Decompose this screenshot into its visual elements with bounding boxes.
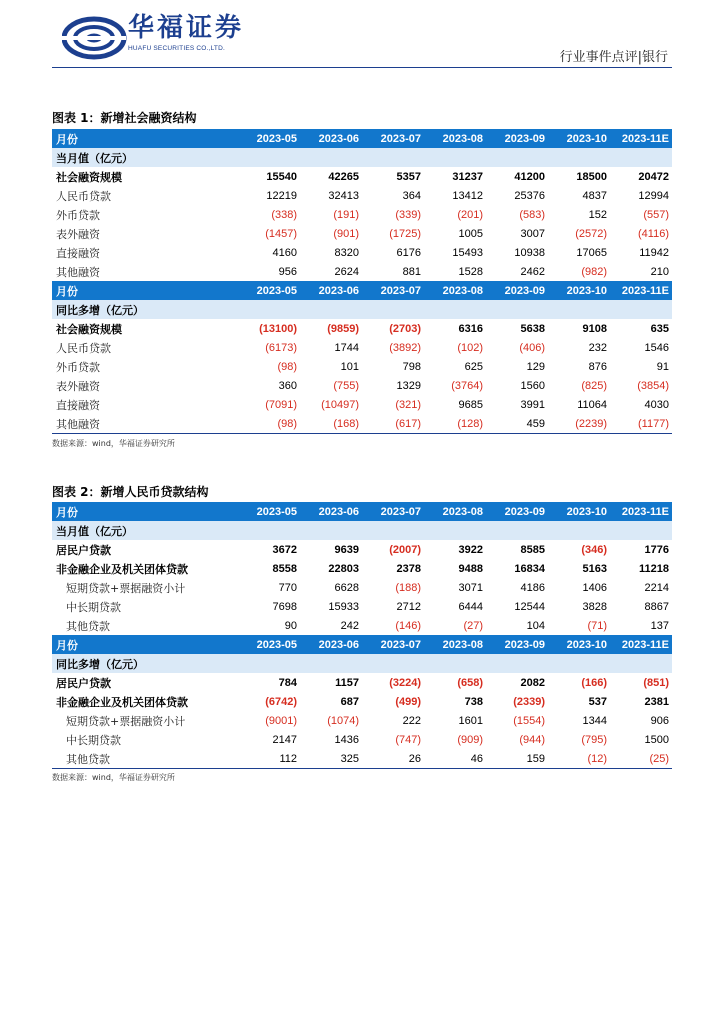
table-cell: 8558 [272,562,297,575]
month-header: 2023-09 [486,502,548,521]
table-cell: 2082 [520,676,545,689]
row-label: 表外融资 [56,227,100,241]
row-label: 居民户贷款 [56,543,111,557]
month-header: 2023-10 [548,635,610,654]
month-header-label: 月份 [52,281,238,300]
table-cell: 906 [650,714,669,727]
table-cell: 1546 [644,341,669,354]
table-cell: 1560 [520,379,545,392]
row-label: 社会融资规模 [56,322,122,336]
brand-name: 华福证券 [128,13,245,43]
table-cell: (617) [362,414,424,434]
table-cell: (3854) [637,379,669,392]
table-row [52,414,672,434]
table-cell: 20472 [638,170,669,183]
month-header: 2023-11E [610,281,672,300]
table-cell: 8585 [520,543,545,556]
table-cell: (1725) [389,227,421,240]
table-row [52,205,672,224]
table-cell: 1406 [582,581,607,594]
table-cell: (25) [610,749,672,769]
month-header: 2023-11E [610,635,672,654]
table-row [52,692,672,711]
row-label: 直接融资 [56,246,100,260]
table-cell: (10497) [321,398,359,411]
table-row [52,597,672,616]
table-cell: 13412 [452,189,483,202]
report-category: 行业事件点评|银行 [559,50,668,65]
table-cell: 2147 [272,733,297,746]
table-cell: 9685 [458,398,483,411]
table-cell: 46 [424,749,486,769]
table-cell: 9488 [458,562,483,575]
social-financing-table [52,129,672,434]
table2-source: 数据来源：wind，华福证券研究所 [52,773,175,782]
table-cell: 2378 [396,562,421,575]
table-row [52,319,672,338]
table-row [52,749,672,769]
table-cell: 881 [402,265,421,278]
table-cell: (6742) [265,695,297,708]
table-cell: (2572) [575,227,607,240]
table-cell: 2712 [396,600,421,613]
table-cell: 738 [464,695,483,708]
month-header: 2023-08 [424,281,486,300]
table-cell: (128) [424,414,486,434]
table-cell: 26 [362,749,424,769]
table-cell: 1776 [644,543,669,556]
table-cell: 137 [650,619,669,632]
table-cell: 9108 [582,322,607,335]
table-cell: 2381 [644,695,669,708]
month-header: 2023-10 [548,281,610,300]
table-cell: (9001) [265,714,297,727]
section-row [52,521,672,540]
table-cell: 101 [340,360,359,373]
table-cell: (909) [457,733,483,746]
month-header-label: 月份 [52,129,238,148]
table-cell: 1436 [334,733,359,746]
table1-source: 数据来源：wind，华福证券研究所 [52,439,175,448]
month-header: 2023-07 [362,129,424,148]
table-cell: (191) [333,208,359,221]
table-cell: 6628 [334,581,359,594]
table-cell: (851) [643,676,669,689]
table-cell: 5638 [520,322,545,335]
table-cell: (346) [581,543,607,556]
table-cell: 232 [588,341,607,354]
row-label: 其他贷款 [52,749,238,769]
table-cell: (499) [395,695,421,708]
table-cell: 2462 [520,265,545,278]
table-cell: 9639 [334,543,359,556]
section-title: 同比多增（亿元） [52,654,672,673]
table-cell: (825) [581,379,607,392]
row-label: 人民币贷款 [56,189,111,203]
row-label: 其他贷款 [66,619,110,633]
table-cell: 1601 [458,714,483,727]
month-header: 2023-05 [238,281,300,300]
table-cell: (188) [395,581,421,594]
table-cell: 537 [588,695,607,708]
table-cell: 12219 [266,189,297,202]
table-cell: 1744 [334,341,359,354]
row-label: 其他融资 [56,265,100,279]
table-cell: 1500 [644,733,669,746]
table-cell: 16834 [514,562,545,575]
month-header: 2023-09 [486,281,548,300]
month-header: 2023-07 [362,502,424,521]
table-cell: 6316 [458,322,483,335]
row-label: 中长期贷款 [66,733,121,747]
table-cell: 956 [278,265,297,278]
month-header: 2023-08 [424,129,486,148]
table-cell: (982) [581,265,607,278]
table-row [52,616,672,635]
month-header: 2023-07 [362,635,424,654]
table-cell: (406) [519,341,545,354]
table-row [52,673,672,692]
table-cell: 876 [588,360,607,373]
month-header: 2023-07 [362,281,424,300]
table-cell: (2239) [548,414,610,434]
month-header: 2023-09 [486,129,548,148]
row-label: 社会融资规模 [56,170,122,184]
table-cell: 364 [402,189,421,202]
table-cell: 4186 [520,581,545,594]
section-row [52,300,672,319]
month-header: 2023-06 [300,129,362,148]
table-cell: 3071 [458,581,483,594]
row-label: 外币贷款 [56,208,100,222]
table-cell: (3892) [389,341,421,354]
table-cell: 5163 [582,562,607,575]
table-row [52,578,672,597]
table-cell: 1344 [582,714,607,727]
table2-title: 图表 2：新增人民币贷款结构 [52,485,209,499]
table-cell: 104 [526,619,545,632]
table-cell: 129 [526,360,545,373]
table-cell: (339) [395,208,421,221]
row-label: 外币贷款 [56,360,100,374]
table-cell: (6173) [265,341,297,354]
table-cell: (583) [519,208,545,221]
table-cell: (98) [238,414,300,434]
row-label: 中长期贷款 [66,600,121,614]
table-cell: 11064 [577,398,607,411]
month-header: 2023-06 [300,635,362,654]
table-cell: 770 [278,581,297,594]
table-cell: (1554) [513,714,545,727]
table-cell: (98) [277,360,297,373]
month-header: 2023-06 [300,502,362,521]
table-cell: 210 [650,265,669,278]
table-cell: 6176 [396,246,421,259]
table-cell: (795) [581,733,607,746]
table-cell: (901) [333,227,359,240]
table-cell: 25376 [514,189,545,202]
table-cell: (7091) [265,398,297,411]
section-title: 当月值（亿元） [52,148,672,167]
table-row [52,262,672,281]
table-cell: (71) [587,619,607,632]
table-cell: 22803 [328,562,359,575]
table-cell: (13100) [259,322,297,335]
month-header: 2023-06 [300,281,362,300]
table-cell: 3922 [458,543,483,556]
table-row [52,338,672,357]
table-cell: 1005 [458,227,483,240]
table-cell: 4837 [582,189,607,202]
table1-title: 图表 1：新增社会融资结构 [52,111,197,125]
table-cell: 17065 [576,246,607,259]
table-cell: (944) [519,733,545,746]
table-cell: 12994 [638,189,669,202]
table-cell: (4116) [638,227,669,240]
table-cell: 10938 [514,246,545,259]
table-header-row [52,635,672,654]
table-cell: 1528 [458,265,483,278]
table-cell: 360 [278,379,297,392]
section-title: 同比多增（亿元） [52,300,672,319]
brand-name-en: HUAFU SECURITIES CO.,LTD. [128,45,225,52]
table-cell: 784 [278,676,297,689]
table-cell: 459 [486,414,548,434]
table-cell: (102) [457,341,483,354]
table-cell: (338) [271,208,297,221]
table-cell: 42265 [328,170,359,183]
table-row [52,243,672,262]
table-cell: 3007 [520,227,545,240]
month-header: 2023-10 [548,129,610,148]
table-header-row [52,281,672,300]
month-header: 2023-05 [238,635,300,654]
row-label: 直接融资 [56,398,100,412]
row-label: 人民币贷款 [56,341,111,355]
table-row [52,730,672,749]
row-label: 非金融企业及机关团体贷款 [56,695,188,709]
table-cell: (3224) [389,676,421,689]
table-cell: 242 [340,619,359,632]
row-label: 居民户贷款 [56,676,111,690]
table-cell: 91 [656,360,669,373]
table-row [52,376,672,395]
row-label: 其他融资 [52,414,238,434]
table-row [52,540,672,559]
table-cell: (2339) [513,695,545,708]
table-cell: (1457) [265,227,297,240]
month-header: 2023-05 [238,502,300,521]
table-cell: (146) [395,619,421,632]
table-header-row [52,129,672,148]
table-cell: 15540 [266,170,297,183]
table-row [52,224,672,243]
table-cell: 11942 [639,246,669,259]
row-label: 短期贷款+票据融资小计 [66,714,186,728]
table-cell: 18500 [576,170,607,183]
table-cell: 112 [238,749,300,769]
table-cell: 3991 [520,398,545,411]
month-header: 2023-10 [548,502,610,521]
table-cell: 7698 [272,600,297,613]
table-cell: 11218 [639,562,669,575]
table-cell: 687 [340,695,359,708]
table-cell: 625 [464,360,483,373]
table-cell: (9859) [327,322,359,335]
table-cell: 41200 [514,170,545,183]
table-cell: 1157 [335,676,359,689]
table-cell: 5357 [396,170,421,183]
month-header: 2023-08 [424,502,486,521]
table-cell: (166) [581,676,607,689]
table-cell: (201) [457,208,483,221]
month-header: 2023-05 [238,129,300,148]
table-cell: 222 [402,714,421,727]
table-cell: 325 [300,749,362,769]
table-cell: 12544 [514,600,545,613]
table-cell: (321) [395,398,421,411]
table-cell: (755) [333,379,359,392]
table-row [52,167,672,186]
header-divider [52,67,672,68]
table-cell: (1074) [327,714,359,727]
table-cell: (747) [395,733,421,746]
table-cell: (2703) [389,322,421,335]
table-row [52,395,672,414]
table-cell: 6444 [458,600,483,613]
table-cell: 15493 [452,246,483,259]
table-row [52,711,672,730]
table-cell: 90 [284,619,297,632]
table-cell: 2624 [334,265,359,278]
table-cell: (658) [457,676,483,689]
table-cell: 1329 [396,379,421,392]
table-cell: 3672 [272,543,297,556]
month-header: 2023-09 [486,635,548,654]
table-cell: 159 [486,749,548,769]
table-cell: 798 [402,360,421,373]
table-row [52,186,672,205]
table-cell: 635 [650,322,669,335]
table-cell: 152 [588,208,607,221]
rmb-loan-table [52,502,672,769]
table-cell: 4030 [644,398,669,411]
table-row [52,559,672,578]
table-cell: 15933 [328,600,359,613]
row-label: 非金融企业及机关团体贷款 [56,562,188,576]
table-cell: 31237 [452,170,483,183]
month-header: 2023-08 [424,635,486,654]
section-row [52,148,672,167]
table-cell: 2214 [644,581,669,594]
table-cell: (3764) [451,379,483,392]
table-cell: 32413 [328,189,359,202]
section-title: 当月值（亿元） [52,521,672,540]
table-cell: 3828 [582,600,607,613]
table-header-row [52,502,672,521]
table-cell: (2007) [389,543,421,556]
month-header-label: 月份 [52,502,238,521]
month-header-label: 月份 [52,635,238,654]
table-cell: 8320 [334,246,359,259]
month-header: 2023-11E [610,129,672,148]
table-cell: (557) [643,208,669,221]
row-label: 短期贷款+票据融资小计 [66,581,186,595]
section-row [52,654,672,673]
table-cell: 4160 [272,246,297,259]
table-cell: (12) [548,749,610,769]
table-cell: (1177) [610,414,672,434]
row-label: 表外融资 [56,379,100,393]
table-cell: (27) [463,619,483,632]
table-cell: (168) [300,414,362,434]
table-row [52,357,672,376]
table-cell: 8867 [644,600,669,613]
month-header: 2023-11E [610,502,672,521]
